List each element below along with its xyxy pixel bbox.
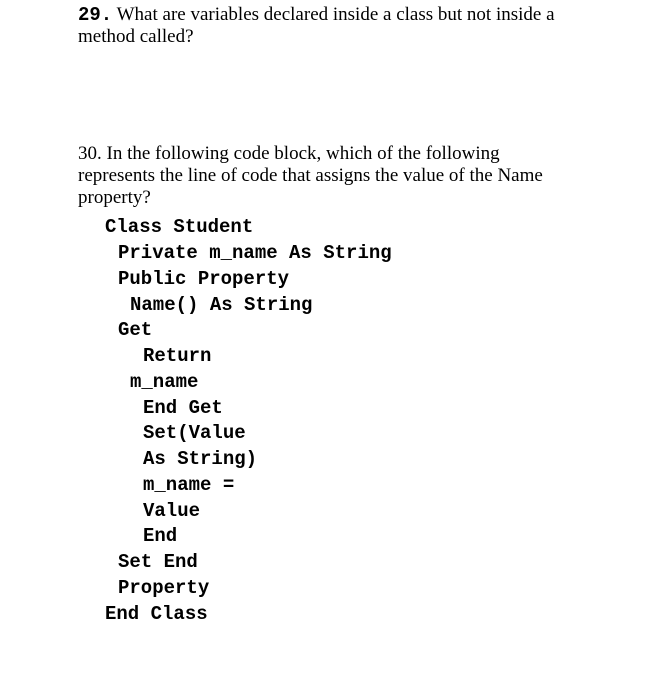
code-line: Private m_name As String [118, 242, 392, 264]
code-line: End Get [143, 397, 223, 419]
code-line: m_name [130, 371, 199, 393]
code-line: Property [118, 577, 210, 599]
code-line: Set(Value [143, 422, 246, 444]
code-line: Class Student [105, 216, 254, 238]
question-29-text: What are variables declared inside a class but not inside a method called? [78, 4, 555, 47]
question-29-number: 29. [78, 4, 113, 26]
question-30-text: 30. In the following code block, which of the following represents the line of code that assigns the value of the Name property? [78, 143, 543, 208]
code-line: Value [143, 500, 201, 522]
code-block [0, 214, 658, 634]
code-line: Return [143, 345, 212, 367]
code-line: m_name = [143, 474, 235, 496]
question-30 [78, 143, 578, 209]
code-line: End [143, 525, 178, 547]
code-line: End Class [105, 603, 208, 625]
code-line: Name() As String [130, 294, 313, 316]
question-29 [78, 4, 578, 48]
code-line: Set End [118, 551, 198, 573]
code-line: As String) [143, 448, 258, 470]
code-line: Get [118, 319, 153, 341]
code-line: Public Property [118, 268, 290, 290]
